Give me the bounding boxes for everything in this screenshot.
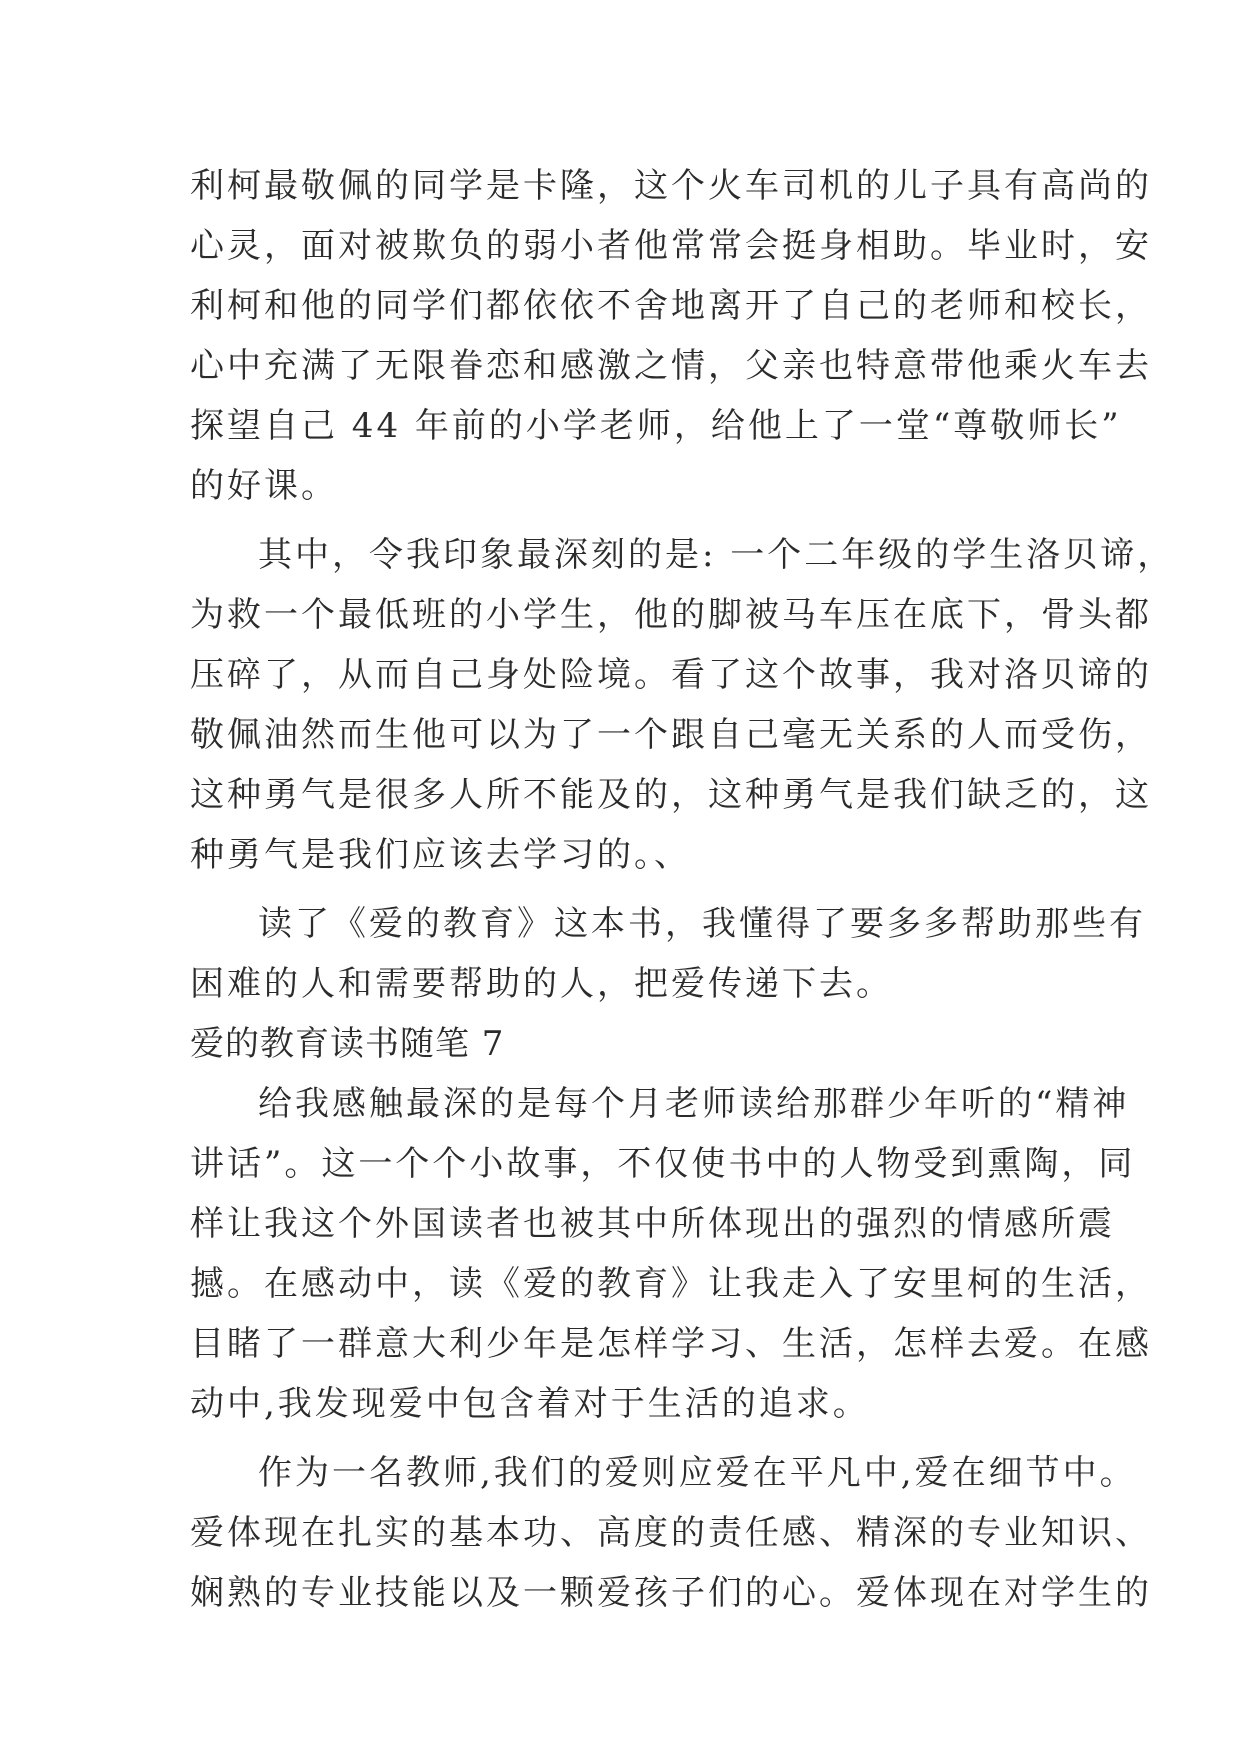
text-line: 撼。在感动中，读《爱的教育》让我走入了安里柯的生活， bbox=[190, 1264, 1152, 1304]
text-line: 这种勇气是很多人所不能及的，这种勇气是我们缺乏的，这 bbox=[190, 775, 1152, 815]
text-line: 给我感触最深的是每个月老师读给那群少年听的“精神 bbox=[258, 1084, 1130, 1124]
paragraph-2 bbox=[190, 525, 1175, 885]
text-line: 利柯和他的同学们都依依不舍地离开了自己的老师和校长， bbox=[190, 286, 1152, 326]
paragraph-gap bbox=[190, 1434, 1070, 1443]
text-line: 为救一个最低班的小学生，他的脚被马车压在底下，骨头都 bbox=[190, 595, 1152, 635]
text-line: 目睹了一群意大利少年是怎样学习、生活，怎样去爱。在感 bbox=[190, 1324, 1152, 1364]
text-line: 讲话”。这一个个小故事，不仅使书中的人物受到熏陶，同 bbox=[190, 1144, 1136, 1184]
text-line: 的好课。 bbox=[190, 466, 338, 506]
paragraph-4 bbox=[190, 1074, 1152, 1434]
text-line: 其中，令我印象最深刻的是: 一个二年级的学生洛贝谛， bbox=[258, 535, 1175, 575]
paragraph-1 bbox=[190, 156, 1152, 516]
text-line: 动中,我发现爱中包含着对于生活的追求。 bbox=[190, 1384, 870, 1424]
text-line: 种勇气是我们应该去学习的。、 bbox=[190, 835, 691, 875]
text-line: 爱体现在扎实的基本功、高度的责任感、精深的专业知识、 bbox=[190, 1513, 1152, 1553]
text-line: 利柯最敬佩的同学是卡隆，这个火车司机的儿子具有高尚的 bbox=[190, 166, 1152, 206]
paragraph-5 bbox=[190, 1443, 1152, 1623]
text-line: 作为一名教师,我们的爱则应爱在平凡中,爱在细节中。 bbox=[258, 1453, 1137, 1493]
text-line: 心灵，面对被欺负的弱小者他常常会挺身相助。毕业时，安 bbox=[190, 226, 1152, 266]
text-line: 心中充满了无限眷恋和感激之情，父亲也特意带他乘火车去 bbox=[190, 346, 1152, 386]
text-line: 敬佩油然而生他可以为了一个跟自己毫无关系的人而受伤， bbox=[190, 715, 1152, 755]
paragraph-gap bbox=[190, 885, 1070, 894]
text-line: 压碎了，从而自己身处险境。看了这个故事，我对洛贝谛的 bbox=[190, 655, 1152, 695]
paragraph-3 bbox=[190, 894, 1146, 1014]
text-line: 样让我这个外国读者也被其中所体现出的强烈的情感所震 bbox=[190, 1204, 1115, 1244]
document-body bbox=[190, 156, 1175, 1623]
text-line: 读了《爱的教育》这本书，我懂得了要多多帮助那些有 bbox=[258, 904, 1146, 944]
text-line: 探望自己 44 年前的小学老师，给他上了一堂“尊敬师长” bbox=[190, 406, 1122, 446]
text-line: 娴熟的专业技能以及一颗爱孩子们的心。爱体现在对学生的 bbox=[190, 1573, 1152, 1613]
section-heading: 爱的教育读书随笔 7 bbox=[190, 1024, 505, 1064]
text-line: 困难的人和需要帮助的人，把爱传递下去。 bbox=[190, 964, 893, 1004]
paragraph-gap bbox=[190, 516, 1070, 525]
